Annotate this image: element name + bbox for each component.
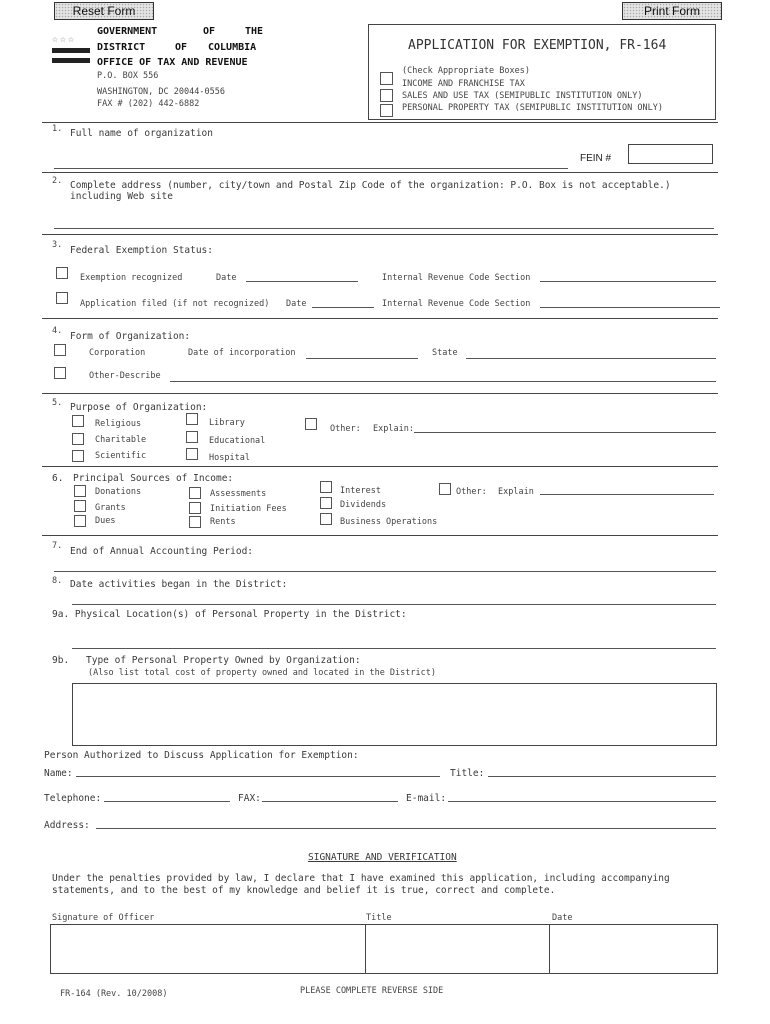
full-name-field[interactable]	[54, 168, 568, 169]
exemption-recognized-label: Exemption recognized	[80, 273, 183, 283]
fax-field[interactable]	[262, 801, 398, 802]
corporation-label: Corporation	[89, 348, 146, 358]
religious-checkbox[interactable]	[72, 415, 84, 427]
title-label: Title:	[450, 768, 485, 779]
address-field[interactable]	[54, 228, 714, 229]
contact-address-field[interactable]	[96, 828, 716, 829]
grants-checkbox[interactable]	[74, 500, 86, 512]
form-id: FR-164 (Rev. 10/2008)	[60, 989, 168, 999]
purpose-explain-field[interactable]	[414, 432, 716, 433]
corporation-checkbox[interactable]	[54, 344, 66, 356]
income-franchise-checkbox[interactable]	[380, 72, 393, 85]
address-label: Complete address (number, city/town and Postal Zip Code of the organization: P.O. Box is not acceptable.)	[70, 180, 671, 191]
donations-checkbox[interactable]	[74, 485, 86, 497]
accounting-period-label: End of Annual Accounting Period:	[70, 546, 254, 557]
application-filed-checkbox[interactable]	[56, 292, 68, 304]
signature-title-field[interactable]	[366, 925, 548, 973]
physical-location-field[interactable]	[72, 648, 716, 649]
po-box: P.O. BOX 556	[97, 71, 159, 81]
property-type-sub: (Also list total cost of property owned and located in the District)	[88, 668, 436, 678]
purpose-other-checkbox[interactable]	[305, 418, 317, 430]
activities-began-field[interactable]	[72, 604, 716, 605]
declaration-line-2: statements, and to the best of my knowledge and belief it is true, correct and complete.	[52, 885, 556, 896]
signature-heading: SIGNATURE AND VERIFICATION	[308, 852, 457, 863]
sales-use-checkbox[interactable]	[380, 89, 393, 102]
signature-title-label: Title	[366, 913, 392, 923]
tax-option-2: SALES AND USE TAX (SEMIPUBLIC INSTITUTION ONLY)	[402, 91, 643, 101]
date-of-incorporation-label: Date of incorporation	[188, 348, 296, 358]
org-line3: OFFICE OF TAX AND REVENUE	[97, 57, 248, 68]
educational-checkbox[interactable]	[186, 431, 198, 443]
exemption-status-label: Federal Exemption Status:	[70, 245, 213, 256]
form-of-org-label: Form of Organization:	[70, 331, 191, 342]
fax-label: FAX:	[238, 793, 261, 804]
reset-form-button[interactable]: Reset Form	[54, 2, 154, 20]
email-label: E-mail:	[406, 793, 447, 804]
dc-flag-logo	[52, 34, 92, 68]
charitable-label: Charitable	[95, 435, 147, 445]
assessments-label: Assessments	[210, 489, 267, 499]
org-line1-c: THE	[245, 26, 264, 37]
income-explain-label: Explain	[498, 487, 534, 497]
irc-label-1: Internal Revenue Code Section	[382, 273, 531, 283]
signature-date-label: Date	[552, 913, 573, 923]
s2-number: 2.	[52, 176, 63, 186]
address-label-2: including Web site	[70, 191, 173, 202]
star-icon: ☆☆☆	[52, 34, 77, 45]
signature-date-field[interactable]	[550, 925, 717, 973]
state-field[interactable]	[466, 358, 716, 359]
other-describe-checkbox[interactable]	[54, 367, 66, 379]
charitable-checkbox[interactable]	[72, 433, 84, 445]
full-name-label: Full name of organization	[70, 128, 213, 139]
other-describe-field[interactable]	[170, 381, 716, 382]
tax-option-1: INCOME AND FRANCHISE TAX	[402, 79, 525, 89]
tax-option-3: PERSONAL PROPERTY TAX (SEMIPUBLIC INSTITUTION ONLY)	[402, 103, 663, 113]
recognized-date-field[interactable]	[246, 281, 358, 282]
incorporation-date-field[interactable]	[306, 358, 418, 359]
dues-checkbox[interactable]	[74, 515, 86, 527]
business-operations-label: Business Operations	[340, 517, 438, 527]
fein-label: FEIN #	[580, 153, 612, 164]
income-sources-label: Principal Sources of Income:	[73, 473, 234, 484]
initiation-fees-label: Initiation Fees	[210, 504, 287, 514]
signature-officer-label: Signature of Officer	[52, 913, 155, 923]
s8-number: 8.	[52, 576, 63, 586]
property-type-label: Type of Personal Property Owned by Organization:	[86, 655, 361, 666]
business-operations-checkbox[interactable]	[320, 513, 332, 525]
property-type-textarea[interactable]	[72, 683, 717, 746]
s4-number: 4.	[52, 326, 63, 336]
rents-label: Rents	[210, 517, 236, 527]
purpose-explain-label: Explain:	[373, 424, 414, 434]
check-note: (Check Appropriate Boxes)	[402, 66, 530, 76]
educational-label: Educational	[209, 436, 266, 446]
address-contact-label: Address:	[44, 820, 90, 831]
application-filed-label: Application filed (if not recognized)	[80, 299, 270, 309]
irc-label-2: Internal Revenue Code Section	[382, 299, 531, 309]
purpose-other-label: Other:	[330, 424, 361, 434]
reverse-side-note: PLEASE COMPLETE REVERSE SIDE	[300, 986, 444, 996]
interest-label: Interest	[340, 486, 381, 496]
email-field[interactable]	[448, 801, 716, 802]
name-field[interactable]	[76, 776, 440, 777]
title-field[interactable]	[488, 776, 716, 777]
org-line2-c: COLUMBIA	[208, 42, 257, 53]
form-title: APPLICATION FOR EXEMPTION, FR-164	[408, 38, 667, 53]
scientific-checkbox[interactable]	[72, 450, 84, 462]
s3-number: 3.	[52, 240, 63, 250]
s5-number: 5.	[52, 398, 63, 408]
library-checkbox[interactable]	[186, 413, 198, 425]
org-line2-b: OF	[175, 42, 188, 53]
org-line1-b: OF	[203, 26, 216, 37]
fein-input[interactable]	[628, 144, 713, 164]
other-describe-label: Other-Describe	[89, 371, 161, 381]
print-form-button[interactable]: Print Form	[622, 2, 722, 20]
scientific-label: Scientific	[95, 451, 147, 461]
city-address: WASHINGTON, DC 20044-0556	[97, 87, 225, 97]
dividends-label: Dividends	[340, 500, 387, 510]
s7-number: 7.	[52, 541, 63, 551]
declaration-line-1: Under the penalties provided by law, I declare that I have examined this application, including accompanying	[52, 873, 670, 884]
telephone-label: Telephone:	[44, 793, 102, 804]
physical-location-label: 9a. Physical Location(s) of Personal Property in the District:	[52, 609, 407, 620]
s1-number: 1.	[52, 124, 63, 134]
assessments-checkbox[interactable]	[189, 487, 201, 499]
signature-officer-field[interactable]	[51, 925, 364, 973]
rents-checkbox[interactable]	[189, 516, 201, 528]
income-explain-field[interactable]	[540, 494, 714, 495]
accounting-period-field[interactable]	[54, 571, 716, 572]
purpose-label: Purpose of Organization:	[70, 402, 208, 413]
state-label: State	[432, 348, 458, 358]
interest-checkbox[interactable]	[320, 481, 332, 493]
initiation-fees-checkbox[interactable]	[189, 502, 201, 514]
personal-property-checkbox[interactable]	[380, 104, 393, 117]
fax-number: FAX # (202) 442-6882	[97, 99, 200, 109]
contact-heading: Person Authorized to Discuss Application for Exemption:	[44, 750, 359, 761]
dues-label: Dues	[95, 516, 116, 526]
irc-section-field-2[interactable]	[540, 307, 720, 308]
telephone-field[interactable]	[104, 801, 230, 802]
income-other-label: Other:	[456, 487, 487, 497]
date-label-1: Date	[216, 273, 237, 283]
org-line1-a: GOVERNMENT	[97, 26, 158, 37]
dividends-checkbox[interactable]	[320, 497, 332, 509]
s9b-number: 9b.	[52, 655, 70, 666]
filed-date-field[interactable]	[312, 307, 374, 308]
religious-label: Religious	[95, 419, 142, 429]
s6-number: 6.	[52, 473, 64, 484]
hospital-label: Hospital	[209, 453, 250, 463]
activities-began-label: Date activities began in the District:	[70, 579, 288, 590]
date-label-2: Date	[286, 299, 307, 309]
irc-section-field-1[interactable]	[540, 281, 716, 282]
name-label: Name:	[44, 768, 73, 779]
donations-label: Donations	[95, 487, 142, 497]
grants-label: Grants	[95, 503, 126, 513]
exemption-recognized-checkbox[interactable]	[56, 267, 68, 279]
hospital-checkbox[interactable]	[186, 448, 198, 460]
library-label: Library	[209, 418, 245, 428]
org-line2-a: DISTRICT	[97, 42, 146, 53]
income-other-checkbox[interactable]	[439, 483, 451, 495]
